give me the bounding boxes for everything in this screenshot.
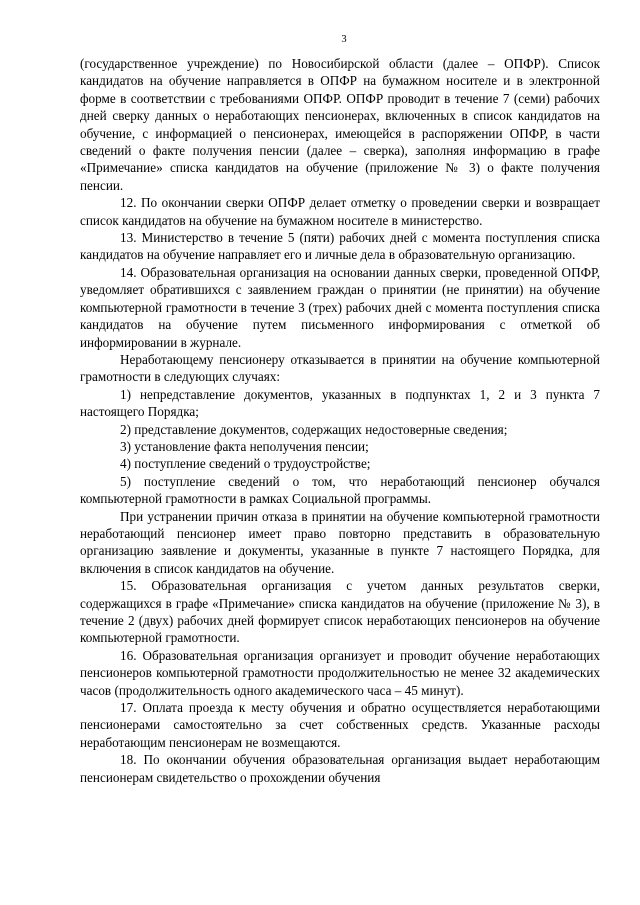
paragraph-15: 15. Образовательная организация с учетом данных результатов сверки, содержащихся в графе «Примечание» списка кандидатов на обучение (приложение № 3), в течение 2 (двух) рабочих дней формирует список неработающих пенсионеров на обучение компьютерной грамотности. [80,578,600,646]
paragraph-resubmission: При устранении причин отказа в принятии на обучение компьютерной грамотности неработающий пенсионер имеет право повторно представить в образовательную организацию заявление и документы, указанные в пункте 7 настоящего Порядка, для включения в список кандидатов на обучение. [80,508,600,576]
paragraph-14: 14. Образовательная организация на основании данных сверки, проведенной ОПФР, уведомляет обратившихся с заявлением граждан о принятии (не принятии) на обучение компьютерной грамотности в течение 3 (трех) рабочих дней с момента поступления списка кандидатов на обучение путем письменного информирования с отметкой об информировании в журнале. [80,264,600,350]
list-item-refusal-1: 1) непредставление документов, указанных в подпунктах 1, 2 и 3 пункта 7 настоящего Порядка; [80,386,600,420]
list-item-refusal-3: 3) установление факта неполучения пенсии; [120,438,369,454]
paragraph-13: 13. Министерство в течение 5 (пяти) рабочих дней с момента поступления списка кандидатов на обучение направляет его и личные дела в образовательную организацию. [80,230,600,263]
paragraph-ofpr-reconciliation: (государственное учреждение) по Новосибирской области (далее – ОПФР). Список кандидатов на обучение направляется в ОПФР на бумажном носителе и в электронной форме в соответствии с требованиями ОПФР. ОПФР проводит в течение 7 (семи) рабочих дней сверку данных о неработающих пенсионерах, включенных в список кандидатов на обучение, с информацией о пенсионерах, имеющейся в распоряжении ОПФР, в части сведений о факте получения пенсии (далее – сверка), заполняя информацию в графе «Примечание» списка кандидатов на обучение (приложение № 3) о факте получения пенсии. [80,56,600,193]
list-item-refusal-5: 5) поступление сведений о том, что неработающий пенсионер обучался компьютерной грамотности в рамках Социальной программы. [80,473,600,507]
list-item-refusal-4: 4) поступление сведений о трудоустройстве; [120,456,371,472]
paragraph-18: 18. По окончании обучения образовательная организация выдает неработающим пенсионерам свидетельство о прохождении обучения [80,752,600,785]
page-number: 3 [341,34,347,45]
paragraph-16: 16. Образовательная организация организует и проводит обучение неработающих пенсионеров компьютерной грамотности продолжительностью не менее 32 академических часов (продолжительность одного академического часа – 45 минут). [80,647,600,698]
paragraph-refusal-intro: Неработающему пенсионеру отказывается в принятии на обучение компьютерной грамотности в следующих случаях: [80,351,600,385]
list-item-refusal-2: 2) представление документов, содержащих недостоверные сведения; [120,421,508,437]
paragraph-17: 17. Оплата проезда к месту обучения и обратно осуществляется неработающими пенсионерами самостоятельно за счет собственных средств. Указанные расходы неработающим пенсионерам не возмещаются. [80,700,600,750]
document-body [80,55,600,786]
paragraph-12: 12. По окончании сверки ОПФР делает отметку о проведении сверки и возвращает список кандидатов на обучение на бумажном носителе в министерство. [80,195,600,228]
